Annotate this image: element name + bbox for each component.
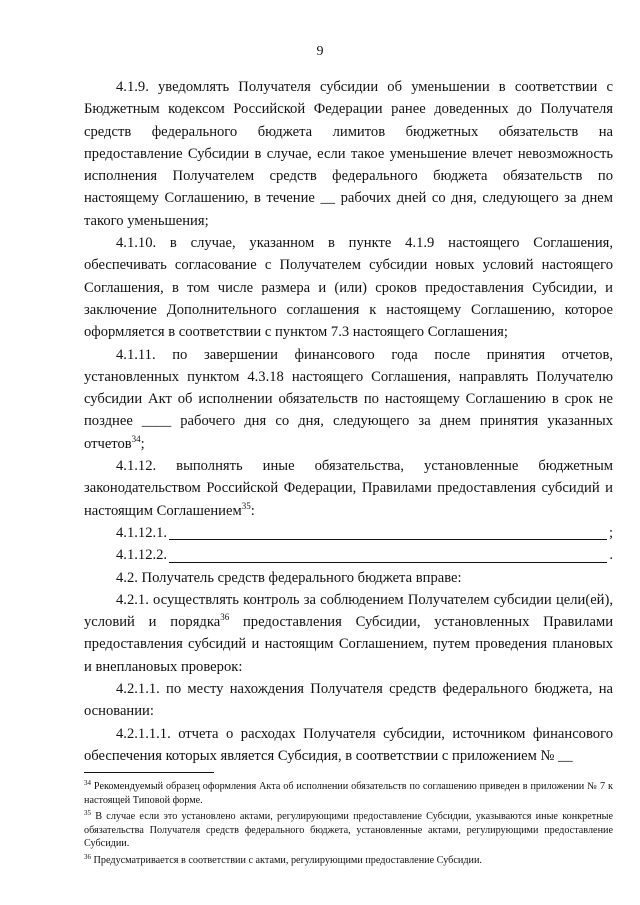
blank-line bbox=[169, 547, 607, 563]
footnote-text: В случае если это установлено актами, регулирующими предоставление Субсидии, указываются иные конкретные обязательства Получателя средств федерального бюджета, установленные актами, регулирующими предоставление Субсидии. bbox=[84, 811, 614, 850]
footnote-34 bbox=[84, 777, 613, 807]
paragraph-4-2-1-text-a: 4.2.1. осуществлять контроль за соблюдением Получателем субсидии цели(ей), условий и порядка bbox=[84, 591, 613, 631]
paragraph-4-2-1-1: 4.2.1.1. по месту нахождения Получателя средств федерального бюджета, на основании: bbox=[84, 681, 613, 720]
footnote-text: Рекомендуемый образец оформления Акта об исполнении обязательств по соглашению приведен в приложении № 7 к настоящей Типовой форме. bbox=[84, 781, 613, 806]
footnote-number: 36 bbox=[84, 852, 91, 861]
paragraph-4-1-9: 4.1.9. уведомлять Получателя субсидии об уменьшении в соответствии с Бюджетным кодексом Российской Федерации ранее доведенных до Получателя средств федерального бюджета лимитов бюджетных обязательств на предоставление Субсидии в случае, если такое уменьшение влечет невозможность исполнения Получателем средств федерального бюджета обязательств по настоящему Соглашению, в течение __ рабочих дней со дня, следующего за днем такого уменьшения; bbox=[84, 79, 613, 229]
fill-line-end: . bbox=[609, 547, 613, 564]
paragraph-4-1-10: 4.1.10. в случае, указанном в пункте 4.1.9 настоящего Соглашения, обеспечивать согласование с Получателем субсидии новых условий настоящего Соглашения, в том числе размера и (или) сроков предоставления Субсидии, и заключение Дополнительного соглашения к настоящему Соглашению, которое оформляется в соответствии с пунктом 7.3 настоящего Соглашения; bbox=[84, 235, 613, 341]
fill-line-label: 4.1.12.2. bbox=[116, 547, 168, 564]
footnote-35 bbox=[84, 807, 613, 851]
paragraph-4-1-11-end: ; bbox=[140, 435, 145, 452]
fill-line-4-1-12-1 bbox=[84, 522, 613, 544]
page-number: 9 bbox=[316, 44, 324, 59]
paragraph-4-2: 4.2. Получатель средств федерального бюджета вправе: bbox=[116, 569, 462, 586]
fill-line-4-1-12-2 bbox=[84, 544, 613, 566]
paragraph-4-1-11 bbox=[84, 344, 613, 455]
fill-line-label: 4.1.12.1. bbox=[116, 524, 168, 541]
footnotes bbox=[84, 777, 613, 868]
footnote-text: Предусматривается в соответствии с актами, регулирующими предоставление Субсидии. bbox=[93, 854, 482, 866]
footnote-36 bbox=[84, 851, 613, 868]
footnote-ref-36: 36 bbox=[220, 612, 230, 623]
paragraph-4-2-1-text-b: предоставления Субсидии, установленных Правилами предоставления субсидий и настоящим Соглашением, путем проведения плановых и внеплановых проверок: bbox=[84, 614, 614, 675]
paragraph-4-1-12-text: 4.1.12. выполнять иные обязательства, установленные бюджетным законодательством Российской Федерации, Правилами предоставления субсидий и настоящим Соглашением bbox=[84, 458, 613, 519]
paragraph-4-1-12-end: : bbox=[250, 502, 255, 519]
footnote-number: 34 bbox=[84, 779, 91, 787]
footnote-ref-35: 35 bbox=[241, 500, 251, 511]
paragraph-4-1-12 bbox=[84, 455, 613, 522]
footnote-number: 35 bbox=[84, 809, 91, 818]
blank-line bbox=[169, 524, 607, 540]
footnote-separator bbox=[84, 772, 214, 773]
fill-line-end: ; bbox=[608, 524, 613, 541]
document-body bbox=[84, 76, 613, 767]
paragraph-4-2-1 bbox=[84, 589, 613, 678]
footnote-ref-34: 34 bbox=[131, 433, 141, 444]
paragraph-4-1-11-text: 4.1.11. по завершении финансового года после принятия отчетов, установленных пунктом 4.3.18 настоящего Соглашения, направлять Получателю субсидии Акт об исполнении обязательств по настоящему Соглашению в срок не позднее ____ рабочего дня со дня, следующего за днем принятия указанных отчетов bbox=[84, 346, 613, 452]
paragraph-4-2-1-1-1: 4.2.1.1.1. отчета о расходах Получателя субсидии, источником финансового обеспечения которых является Субсидия, в соответствии с приложением № __ bbox=[84, 725, 613, 764]
